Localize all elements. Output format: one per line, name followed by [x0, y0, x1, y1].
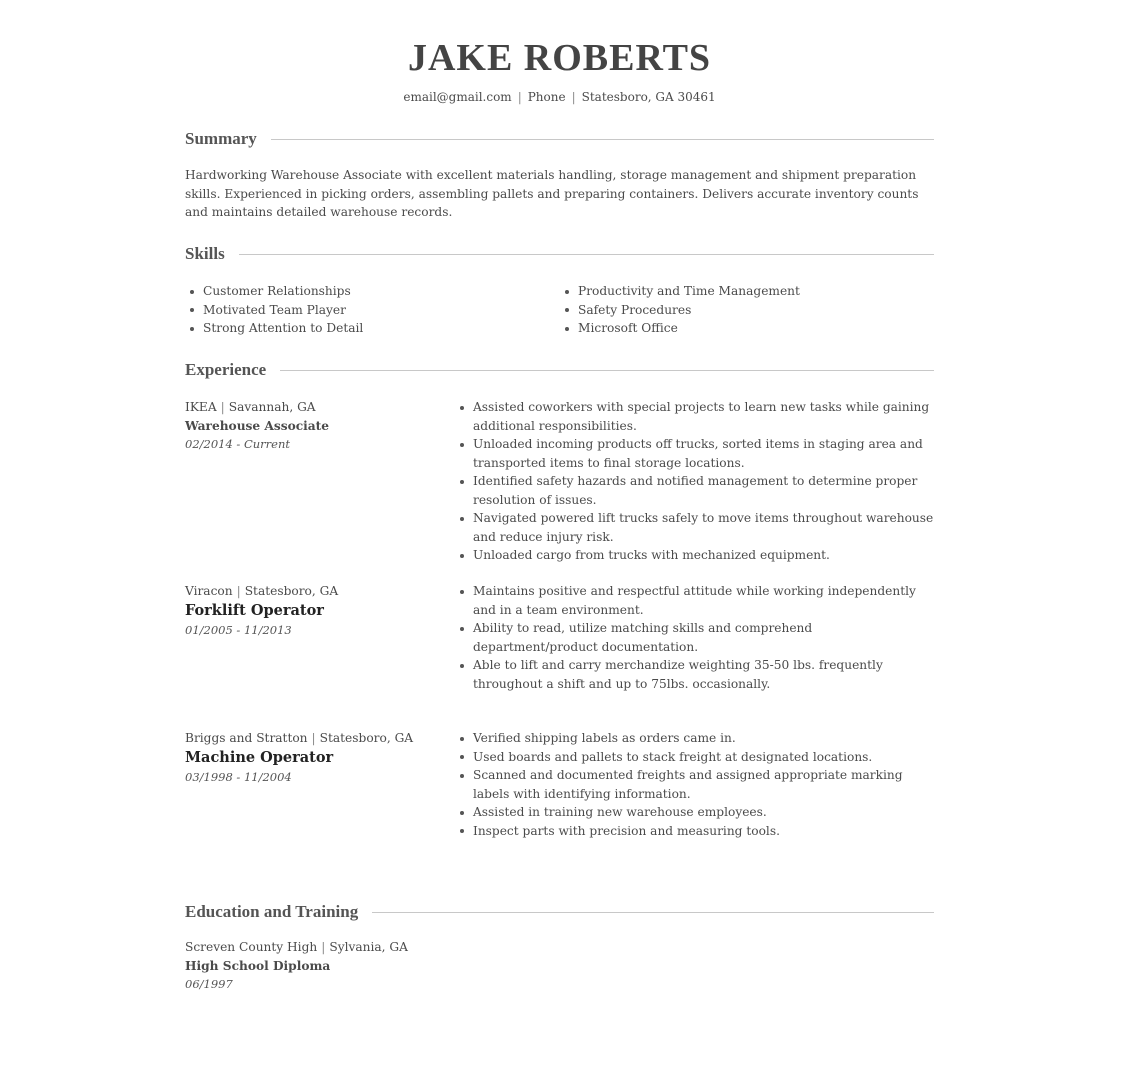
- job-bullets-briggs: [455, 729, 934, 840]
- skill-item: Safety Procedures: [560, 301, 934, 320]
- section-divider: [372, 912, 934, 913]
- job-company-line: [185, 582, 455, 601]
- job-details-briggs: [185, 729, 455, 786]
- experience-section-header: [185, 359, 934, 381]
- job-bullet-list: [455, 582, 934, 693]
- skills-right-column: [560, 282, 934, 338]
- company-separator: |: [220, 400, 225, 414]
- skill-item: Microsoft Office: [560, 319, 934, 338]
- education-degree: High School Diploma: [185, 958, 331, 973]
- education-section-header: [185, 901, 934, 923]
- summary-section-header: [185, 128, 934, 150]
- job-bullet: Inspect parts with precision and measuring tools.: [455, 822, 934, 841]
- job-company-line: [185, 729, 455, 748]
- education-school-line: [185, 938, 585, 957]
- skill-item: Motivated Team Player: [185, 301, 560, 320]
- job-role: Machine Operator: [185, 748, 334, 766]
- education-location: Sylvania, GA: [329, 940, 408, 954]
- job-details-viracon: [185, 582, 455, 639]
- skill-item: Customer Relationships: [185, 282, 560, 301]
- job-bullet-list: [455, 398, 934, 565]
- job-dates: 03/1998 - 11/2004: [185, 769, 292, 784]
- job-bullet: Unloaded cargo from trucks with mechanized equipment.: [455, 546, 934, 565]
- job-location: Statesboro, GA: [244, 584, 339, 598]
- job-company: IKEA: [185, 400, 217, 414]
- job-bullet: Identified safety hazards and notified management to determine proper resolution of issues.: [455, 472, 934, 509]
- education-school: Screven County High: [185, 940, 318, 954]
- job-bullet: Verified shipping labels as orders came in.: [455, 729, 934, 748]
- skills-left-list: [185, 282, 560, 338]
- job-location: Statesboro, GA: [319, 731, 414, 745]
- skills-title: Skills: [185, 244, 225, 263]
- skills-section-header: [185, 243, 934, 265]
- job-bullet: Used boards and pallets to stack freight at designated locations.: [455, 748, 934, 767]
- skill-item: Productivity and Time Management: [560, 282, 934, 301]
- job-bullet: Maintains positive and respectful attitude while working independently and in a team environment.: [455, 582, 934, 619]
- section-divider: [280, 370, 934, 371]
- skill-item: Strong Attention to Detail: [185, 319, 560, 338]
- skills-left-column: [185, 282, 560, 338]
- education-title: Education and Training: [185, 902, 359, 921]
- job-bullet: Assisted in training new warehouse employees.: [455, 803, 934, 822]
- job-bullet-list: [455, 729, 934, 840]
- skills-right-list: [560, 282, 934, 338]
- school-separator: |: [321, 940, 326, 954]
- job-bullet: Unloaded incoming products off trucks, sorted items in staging area and transported items to final storage locations.: [455, 435, 934, 472]
- summary-title: Summary: [185, 129, 257, 148]
- job-company: Briggs and Stratton: [185, 731, 308, 745]
- job-dates: 02/2014 - Current: [185, 437, 291, 451]
- job-company-line: [185, 398, 455, 417]
- experience-title: Experience: [185, 360, 267, 379]
- education-details: [185, 938, 585, 994]
- job-role: Warehouse Associate: [185, 418, 330, 433]
- company-separator: |: [311, 731, 316, 745]
- job-bullet: Assisted coworkers with special projects to learn new tasks while gaining additional responsibilities.: [455, 398, 934, 435]
- job-bullet: Ability to read, utilize matching skills and comprehend department/product documentation.: [455, 619, 934, 656]
- contact-line: [185, 88, 934, 106]
- education-date: 06/1997: [185, 977, 233, 991]
- contact-separator: |: [517, 90, 522, 104]
- contact-location: Statesboro, GA 30461: [581, 90, 716, 104]
- contact-separator: |: [571, 90, 576, 104]
- job-dates: 01/2005 - 11/2013: [185, 622, 292, 637]
- section-divider: [239, 254, 934, 255]
- contact-email: email@gmail.com: [403, 90, 512, 104]
- company-separator: |: [236, 584, 241, 598]
- job-role: Forklift Operator: [185, 601, 324, 619]
- job-bullets-ikea: [455, 398, 934, 565]
- job-location: Savannah, GA: [228, 400, 316, 414]
- job-bullets-viracon: [455, 582, 934, 693]
- job-bullet: Scanned and documented freights and assigned appropriate marking labels with identifying information.: [455, 766, 934, 803]
- job-details-ikea: [185, 398, 455, 454]
- summary-text: Hardworking Warehouse Associate with excellent materials handling, storage management and shipment preparation skills. Experienced in picking orders, assembling pallets and preparing containers. Delivers accurate inventory counts and maintains detailed warehouse records.: [185, 168, 919, 219]
- candidate-name: JAKE ROBERTS: [407, 37, 712, 79]
- job-bullet: Able to lift and carry merchandize weighting 35-50 lbs. frequently throughout a shift and up to 75lbs. occasionally.: [455, 656, 934, 693]
- contact-phone: Phone: [527, 90, 566, 104]
- section-divider: [271, 139, 934, 140]
- job-company: Viracon: [185, 584, 233, 598]
- job-bullet: Navigated powered lift trucks safely to move items throughout warehouse and reduce injury risk.: [455, 509, 934, 546]
